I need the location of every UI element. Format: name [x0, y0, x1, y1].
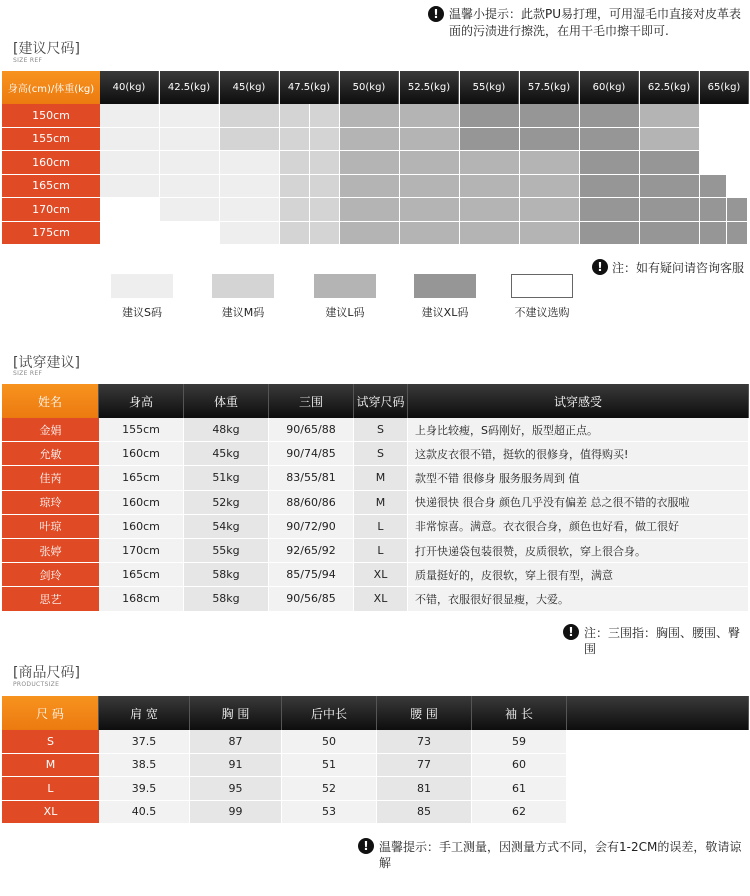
try-on-header: 三围	[269, 384, 354, 418]
size-label: S	[2, 730, 99, 754]
height-label: 170cm	[2, 198, 100, 222]
size-cell-L	[640, 104, 700, 128]
try-on-cell: 打开快递袋包装很赞，皮质很软，穿上很合身。	[408, 539, 749, 563]
weight-header: 47.5(kg)	[280, 71, 339, 104]
try-on-cell: 88/60/86	[269, 491, 354, 515]
product-size-header: 尺 码	[2, 696, 99, 730]
product-size-cell: 87	[190, 730, 282, 754]
size-label: L	[2, 777, 99, 801]
try-on-cell: XL	[354, 587, 408, 611]
try-on-cell: S	[354, 418, 408, 442]
product-size-header: 后中长	[282, 696, 377, 730]
size-cell-X	[520, 128, 580, 152]
product-size-cell: 62	[472, 801, 567, 825]
try-on-cell: 52kg	[184, 491, 269, 515]
try-on-header: 体重	[184, 384, 269, 418]
legend-label: 建议L码	[325, 306, 365, 319]
size-cell-X	[580, 175, 640, 199]
size-cell-S	[100, 151, 160, 175]
size-cell-M	[280, 151, 310, 175]
try-on-cell: 85/75/94	[269, 563, 354, 587]
size-cell-S	[160, 175, 220, 199]
size-cell-N	[100, 198, 160, 222]
legend-swatch	[111, 274, 173, 298]
size-cell-L	[400, 222, 460, 246]
size-cell-X	[460, 104, 520, 128]
top-notice-line1: 温馨小提示：此款PU易打理，可用湿毛巾直接对皮革表	[449, 7, 742, 21]
size-cell-S	[220, 175, 280, 199]
exclamation-icon: !	[428, 6, 444, 22]
try-on-cell: 165cm	[99, 466, 184, 490]
product-size-cell: 61	[472, 777, 567, 801]
try-on-cell: XL	[354, 563, 408, 587]
try-on-cell: 160cm	[99, 491, 184, 515]
legend-label: 建议XL码	[421, 306, 469, 319]
product-size-cell: 39.5	[99, 777, 190, 801]
size-cell-L	[400, 198, 460, 222]
try-on-cell: 155cm	[99, 418, 184, 442]
size-cell-S	[160, 198, 220, 222]
try-on-cell: 90/74/85	[269, 442, 354, 466]
size-cell-L	[520, 222, 580, 246]
tester-name: 琼玲	[2, 491, 99, 515]
product-size-cell: 51	[282, 754, 377, 778]
size-cell-L	[640, 128, 700, 152]
product-size-cell: 73	[377, 730, 472, 754]
size-cell-M	[310, 128, 340, 152]
size-cell-S	[220, 222, 280, 246]
size-cell-X	[640, 222, 700, 246]
size-cell-M	[280, 128, 310, 152]
size-cell-M	[280, 104, 310, 128]
weight-header: 62.5(kg)	[640, 71, 699, 104]
product-size-cell: 85	[377, 801, 472, 825]
try-on-cell: 54kg	[184, 515, 269, 539]
height-label: 175cm	[2, 222, 100, 246]
tester-name: 思艺	[2, 587, 99, 611]
size-cell-X	[727, 222, 748, 246]
size-cell-X	[640, 198, 700, 222]
product-size-header: 腰 围	[377, 696, 472, 730]
product-size-cell: 59	[472, 730, 567, 754]
try-on-header: 身高	[99, 384, 184, 418]
size-cell-S	[220, 151, 280, 175]
size-cell-N	[160, 222, 220, 246]
size-cell-N	[727, 104, 748, 128]
top-notice-line2: 面的污渍进行擦洗，在用干毛巾擦干即可.	[449, 24, 669, 38]
product-size-header: 袖 长	[472, 696, 567, 730]
product-size-subtitle: PRODUCTSIZE	[13, 681, 60, 688]
tester-name: 剑玲	[2, 563, 99, 587]
weight-header: 42.5(kg)	[160, 71, 219, 104]
size-cell-M	[220, 104, 280, 128]
legend-swatch	[511, 274, 573, 298]
height-label: 150cm	[2, 104, 100, 128]
try-on-header: 试穿尺码	[354, 384, 408, 418]
size-cell-N	[727, 151, 748, 175]
try-on-header: 试穿感受	[408, 384, 749, 418]
size-cell-S	[100, 175, 160, 199]
size-cell-L	[520, 198, 580, 222]
size-cell-L	[340, 128, 400, 152]
size-ref-title: [建议尺码]	[13, 41, 80, 57]
legend-label: 不建议选购	[514, 306, 570, 319]
try-on-cell: 不错，衣服很好很显瘦，大爱。	[408, 587, 749, 611]
try-on-header: 姓名	[2, 384, 99, 418]
tester-name: 张婷	[2, 539, 99, 563]
size-cell-S	[160, 104, 220, 128]
size-cell-S	[160, 151, 220, 175]
size-cell-L	[520, 175, 580, 199]
try-on-cell: 58kg	[184, 563, 269, 587]
product-size-note: 温馨提示：手工测量，因测量方式不同，会有1-2CM的误差，敬请谅解	[379, 840, 742, 870]
size-cell-N	[700, 128, 727, 152]
product-size-title: [商品尺码]	[13, 665, 80, 681]
try-on-cell: 48kg	[184, 418, 269, 442]
product-size-cell: 37.5	[99, 730, 190, 754]
size-cell-N	[700, 151, 727, 175]
size-cell-L	[340, 151, 400, 175]
size-ref-subtitle: SIZE REF	[13, 57, 43, 64]
size-cell-X	[700, 222, 727, 246]
size-cell-M	[280, 175, 310, 199]
exclamation-icon: !	[563, 624, 579, 640]
product-size-cell: 52	[282, 777, 377, 801]
size-cell-L	[340, 104, 400, 128]
size-cell-S	[160, 128, 220, 152]
product-size-cell: 99	[190, 801, 282, 825]
try-on-cell: 160cm	[99, 442, 184, 466]
size-cell-X	[640, 175, 700, 199]
product-size-header: 肩 宽	[99, 696, 190, 730]
try-on-cell: 160cm	[99, 515, 184, 539]
size-cell-X	[640, 151, 700, 175]
weight-header: 60(kg)	[580, 71, 639, 104]
try-on-cell: 170cm	[99, 539, 184, 563]
product-size-header	[567, 696, 749, 730]
size-cell-L	[400, 104, 460, 128]
product-size-cell: 60	[472, 754, 567, 778]
size-cell-S	[220, 198, 280, 222]
try-on-cell: 55kg	[184, 539, 269, 563]
size-cell-M	[310, 198, 340, 222]
size-cell-M	[220, 128, 280, 152]
weight-header: 65(kg)	[700, 71, 749, 104]
product-size-cell: 38.5	[99, 754, 190, 778]
try-on-cell: 165cm	[99, 563, 184, 587]
size-cell-M	[310, 151, 340, 175]
size-cell-L	[340, 198, 400, 222]
size-cell-X	[580, 151, 640, 175]
size-cell-N	[727, 175, 748, 199]
weight-header: 57.5(kg)	[520, 71, 579, 104]
try-on-cell: 90/72/90	[269, 515, 354, 539]
product-size-cell: 53	[282, 801, 377, 825]
product-size-cell: 91	[190, 754, 282, 778]
tester-name: 金娟	[2, 418, 99, 442]
size-cell-X	[700, 175, 727, 199]
height-label: 160cm	[2, 151, 100, 175]
size-cell-L	[400, 151, 460, 175]
try-on-cell: L	[354, 515, 408, 539]
try-on-cell: 质量挺好的，皮很软，穿上很有型，满意	[408, 563, 749, 587]
size-cell-L	[400, 128, 460, 152]
size-cell-L	[460, 222, 520, 246]
size-cell-X	[580, 104, 640, 128]
size-label: XL	[2, 801, 99, 825]
weight-header: 55(kg)	[460, 71, 519, 104]
size-cell-M	[310, 175, 340, 199]
tester-name: 佳芮	[2, 466, 99, 490]
tester-name: 叶琼	[2, 515, 99, 539]
size-cell-X	[460, 128, 520, 152]
weight-header: 40(kg)	[100, 71, 159, 104]
height-label: 155cm	[2, 128, 100, 152]
try-on-cell: 90/65/88	[269, 418, 354, 442]
size-cell-N	[700, 104, 727, 128]
size-cell-S	[100, 104, 160, 128]
height-label: 165cm	[2, 175, 100, 199]
try-on-note: 注：三围指：胸围、腰围、臀围	[584, 626, 741, 656]
size-cell-M	[280, 198, 310, 222]
size-cell-N	[100, 222, 160, 246]
size-cell-L	[400, 175, 460, 199]
size-cell-X	[580, 198, 640, 222]
try-on-cell: S	[354, 442, 408, 466]
size-cell-M	[280, 222, 310, 246]
size-cell-M	[310, 222, 340, 246]
try-on-subtitle: SIZE REF	[13, 370, 43, 377]
product-size-cell: 77	[377, 754, 472, 778]
legend-label: 建议M码	[221, 306, 265, 319]
size-cell-X	[580, 222, 640, 246]
size-cell-L	[340, 175, 400, 199]
weight-header: 52.5(kg)	[400, 71, 459, 104]
try-on-cell: 款型不错 很修身 服务服务周到 值	[408, 466, 749, 490]
try-on-cell: M	[354, 491, 408, 515]
legend-swatch	[314, 274, 376, 298]
try-on-cell: 58kg	[184, 587, 269, 611]
try-on-title: [试穿建议]	[13, 355, 80, 371]
try-on-cell: 45kg	[184, 442, 269, 466]
weight-header: 45(kg)	[220, 71, 279, 104]
size-cell-X	[700, 198, 727, 222]
size-cell-X	[520, 104, 580, 128]
size-cell-M	[310, 104, 340, 128]
product-size-cell: 95	[190, 777, 282, 801]
try-on-cell: 快递很快 很合身 颜色几乎没有偏差 总之很不错的衣服啦	[408, 491, 749, 515]
size-cell-L	[460, 175, 520, 199]
try-on-cell: M	[354, 466, 408, 490]
product-size-header: 胸 围	[190, 696, 282, 730]
try-on-cell: 51kg	[184, 466, 269, 490]
size-label: M	[2, 754, 99, 778]
size-cell-X	[580, 128, 640, 152]
tester-name: 允敏	[2, 442, 99, 466]
product-size-cell: 40.5	[99, 801, 190, 825]
size-cell-L	[460, 198, 520, 222]
weight-header: 50(kg)	[340, 71, 399, 104]
size-cell-L	[340, 222, 400, 246]
size-cell-X	[727, 198, 748, 222]
product-size-cell: 50	[282, 730, 377, 754]
size-cell-L	[460, 151, 520, 175]
try-on-cell: 非常惊喜。满意。衣衣很合身，颜色也好看，做工很好	[408, 515, 749, 539]
exclamation-icon: !	[358, 838, 374, 854]
try-on-cell: 90/56/85	[269, 587, 354, 611]
try-on-cell: 168cm	[99, 587, 184, 611]
size-cell-L	[520, 151, 580, 175]
try-on-cell: L	[354, 539, 408, 563]
try-on-cell: 这款皮衣很不错，挺软的很修身，值得购买!	[408, 442, 749, 466]
legend-swatch	[212, 274, 274, 298]
size-ref-corner-header: 身高(cm)/体重(kg)	[2, 71, 100, 104]
try-on-cell: 83/55/81	[269, 466, 354, 490]
product-size-cell: 81	[377, 777, 472, 801]
legend-swatch	[414, 274, 476, 298]
try-on-cell: 上身比较瘦，S码刚好，版型超正点。	[408, 418, 749, 442]
exclamation-icon: !	[592, 259, 608, 275]
try-on-cell: 92/65/92	[269, 539, 354, 563]
size-cell-S	[100, 128, 160, 152]
size-ref-note: 注：如有疑问请咨询客服	[612, 261, 745, 275]
legend-label: 建议S码	[122, 306, 162, 319]
size-cell-N	[727, 128, 748, 152]
